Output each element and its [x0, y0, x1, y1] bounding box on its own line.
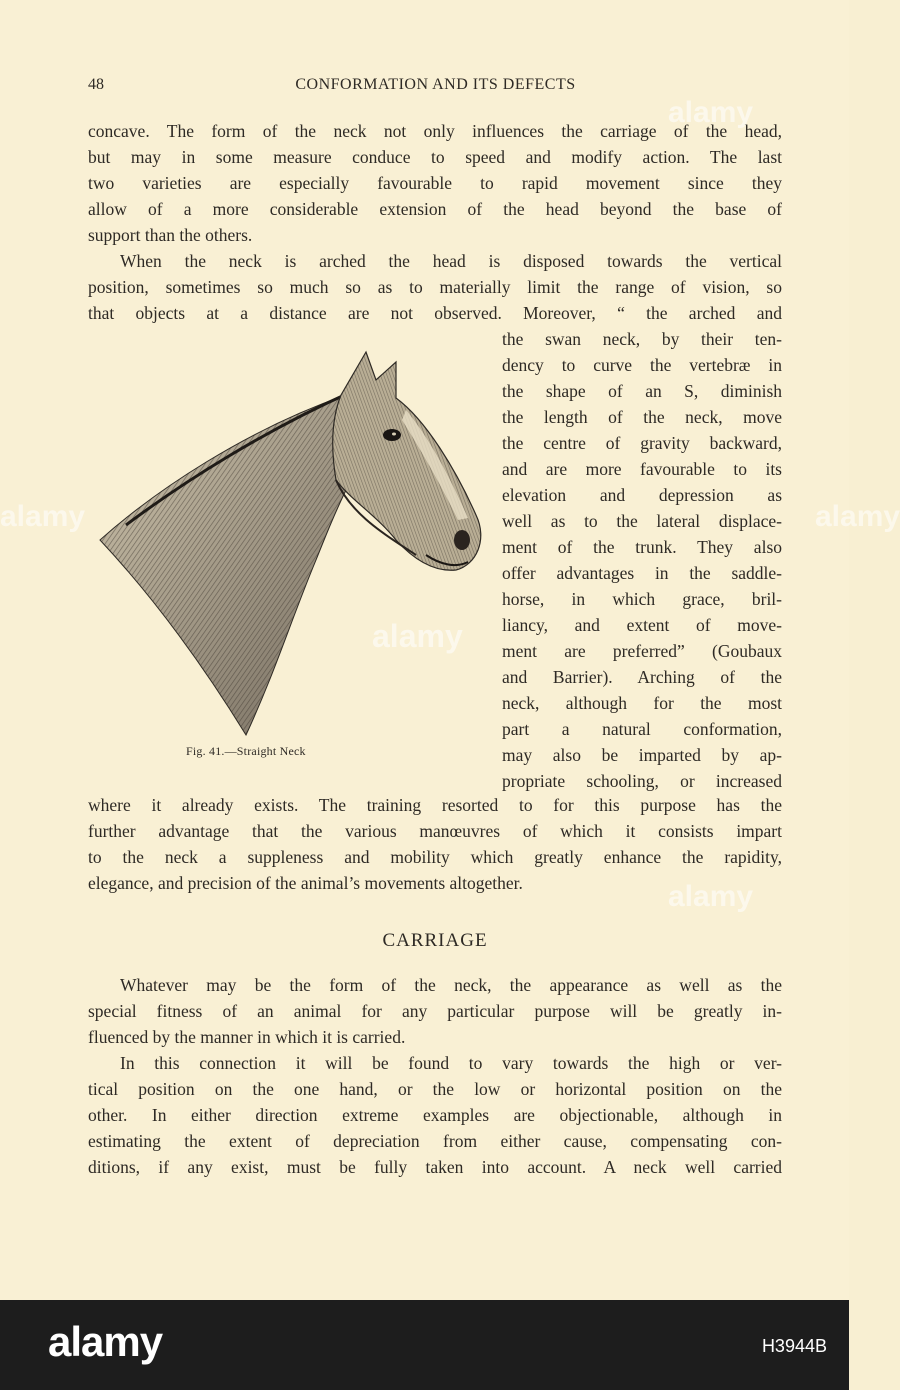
text-line: well as to the lateral displace- — [502, 511, 782, 531]
section-heading: CARRIAGE — [382, 930, 488, 951]
watermark: alamy — [815, 500, 900, 533]
text-line: and Barrier). Arching of the — [502, 667, 782, 687]
horse-head-engraving-icon — [96, 340, 486, 740]
running-title: CONFORMATION AND ITS DEFECTS — [295, 76, 576, 93]
text-line: ditions, if any exist, must be fully taken into account. A neck well carried — [88, 1157, 782, 1177]
text-line: and are more favourable to its — [502, 459, 782, 479]
paragraph-carriage-position — [88, 1050, 782, 1180]
horse-head-figure — [96, 340, 486, 740]
text-line: other. In either direction extreme examples are objectionable, although in — [88, 1105, 782, 1125]
watermark: alamy — [0, 500, 86, 533]
page-number: 48 — [88, 76, 104, 93]
text-line: liancy, and extent of move- — [502, 615, 782, 635]
text-line: ment are preferred” (Goubaux — [502, 641, 782, 661]
text-line: support than the others. — [88, 225, 253, 245]
text-line: estimating the extent of depreciation from either cause, compensating con- — [88, 1131, 782, 1151]
text-line: position, sometimes so much so as to materially limit the range of vision, so — [88, 277, 782, 297]
text-line: to the neck a suppleness and mobility which greatly enhance the rapidity, — [88, 847, 782, 867]
text-line: the shape of an S, diminish — [502, 381, 782, 401]
watermark: alamy — [668, 96, 754, 129]
text-line: concave. The form of the neck not only influences the carriage of the head, — [88, 121, 782, 141]
text-line: where it already exists. The training resorted to for this purpose has the — [88, 795, 782, 815]
text-line: ment of the trunk. They also — [502, 537, 782, 557]
paragraph-carriage-intro — [88, 972, 782, 1050]
watermark: alamy — [372, 618, 463, 654]
text-line: Whatever may be the form of the neck, the appearance as well as the — [120, 975, 782, 995]
text-line: further advantage that the various manœuvres of which it consists impart — [88, 821, 782, 841]
stock-footer-bar — [0, 1300, 849, 1390]
text-line: elevation and depression as — [502, 485, 782, 505]
text-line: tical position on the one hand, or the low or horizontal position on the — [88, 1079, 782, 1099]
paragraph-arched-neck — [88, 248, 782, 326]
text-line: horse, in which grace, bril- — [502, 589, 782, 609]
text-line: but may in some measure conduce to speed and modify action. The last — [88, 147, 782, 167]
text-line: may also be imparted by ap- — [502, 745, 782, 765]
text-line: offer advantages in the saddle- — [502, 563, 782, 583]
text-line: special fitness of an animal for any particular purpose will be greatly in- — [88, 1001, 782, 1021]
text-line: two varieties are especially favourable to rapid movement since they — [88, 173, 782, 193]
text-line: the length of the neck, move — [502, 407, 782, 427]
text-line: elegance, and precision of the animal’s movements altogether. — [88, 873, 523, 893]
text-line: When the neck is arched the head is disposed towards the vertical — [120, 251, 782, 271]
image-id: H3944B — [761, 1336, 827, 1356]
text-line: allow of a more considerable extension of the head beyond the base of — [88, 199, 782, 219]
text-line: propriate schooling, or increased — [502, 771, 782, 791]
brand-logo: alamy — [48, 1318, 163, 1365]
paragraph-arched-neck-wrap — [502, 326, 782, 794]
text-line: neck, although for the most — [502, 693, 782, 713]
text-line: dency to curve the vertebræ in — [502, 355, 782, 375]
text-line: that objects at a distance are not observed. Moreover, “ the arched and — [88, 303, 782, 323]
watermark: alamy — [668, 880, 754, 913]
text-line: the centre of gravity backward, — [502, 433, 782, 453]
text-line: fluenced by the manner in which it is carried. — [88, 1027, 406, 1047]
text-line: the swan neck, by their ten- — [502, 329, 782, 349]
text-line: In this connection it will be found to vary towards the high or ver- — [120, 1053, 782, 1073]
paragraph-concave — [88, 118, 782, 248]
text-line: part a natural conformation, — [502, 719, 782, 739]
figure-caption: Fig. 41.—Straight Neck — [186, 744, 306, 758]
running-head — [88, 76, 783, 98]
